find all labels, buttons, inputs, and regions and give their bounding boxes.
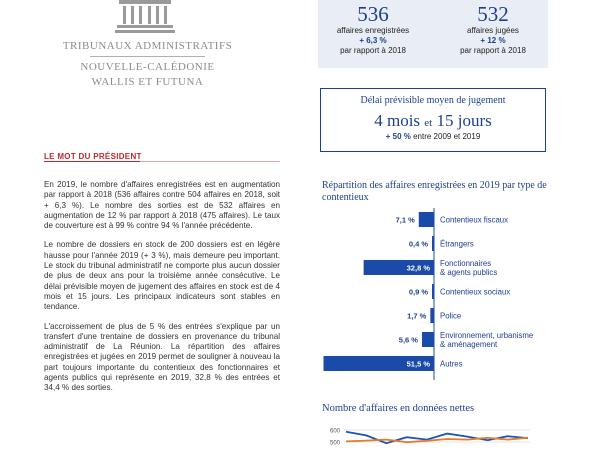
- kpi-judged: [438, 2, 548, 56]
- kpi-reference: par rapport à 2018: [460, 46, 526, 55]
- delay-change: [321, 132, 545, 141]
- bar-value-label: 1,7 %: [407, 311, 427, 321]
- kpi-label: affaires jugées: [467, 26, 519, 35]
- kpi-label: affaires enregistrées: [336, 26, 410, 35]
- line-chart: [318, 420, 548, 450]
- bar: [419, 212, 434, 227]
- series-line: [346, 432, 528, 443]
- delay-days-number: 15: [436, 111, 454, 130]
- bar: [422, 332, 434, 347]
- line-chart-title: Nombre d'affaires en données nettes: [322, 403, 475, 414]
- category-label: Fonctionnaires: [440, 259, 492, 268]
- bar-chart: [318, 208, 558, 383]
- delay-title: Délai prévisible moyen de jugement: [360, 95, 506, 106]
- category-label: Contentieux sociaux: [440, 287, 511, 297]
- delay-change-value: + 50 %: [385, 132, 411, 141]
- bar: [432, 284, 434, 299]
- bar-value-label: 51,5 %: [406, 359, 430, 369]
- section-rule-light: [140, 161, 280, 162]
- logo-divider: [90, 56, 205, 57]
- kpi-value: 532: [477, 2, 509, 26]
- category-label: Environnement, urbanisme: [440, 331, 534, 340]
- category-label: & agents publics: [440, 268, 498, 277]
- kpi-change: + 12 %: [480, 36, 506, 45]
- logo: [60, 0, 235, 130]
- kpi-value: 536: [357, 2, 389, 26]
- logo-line-2: NOUVELLE-CALÉDONIE: [80, 61, 215, 73]
- paragraph: L'accroissement de plus de 5 % des entrées s'explique par un transfert d'une trentaine de dossiers en provenance du tribunal administratif de La Réunion. La répartition des affaires enregistrées et jugées en 2019 permet de souligner à nouveau la part toujours importante du contentieux des fonctionnaires et agents publics qui représente en 2019, 32,8 % des entrées et 34,4 % des sorties.: [44, 321, 280, 393]
- kpi-reference: par rapport à 2018: [340, 46, 406, 55]
- section-title: LE MOT DU PRÉSIDENT: [44, 152, 142, 161]
- bar-value-label: 7,1 %: [395, 215, 415, 225]
- bar-value-label: 0,9 %: [408, 287, 428, 297]
- logo-line-3: WALLIS ET FUTUNA: [91, 76, 204, 88]
- category-label: Étrangers: [440, 239, 474, 249]
- paragraph: En 2019, le nombre d'affaires enregistrées est en augmentation par rapport à 2018 (536 affaires contre 504 affaires en 2018, soit + 6,3 %). Le nombre des sorties est de 532 affaires en augmentation de 12 % par rapport à 2018 (475 affaires). Le taux de couverture est à 99 % contre 94 % l'année précédente.: [44, 180, 280, 231]
- delay-value: [321, 111, 545, 131]
- y-tick-label: 500: [329, 440, 340, 447]
- building-icon: [115, 0, 175, 34]
- delay-days-unit: jours: [457, 111, 492, 130]
- bar-value-label: 32,8 %: [406, 263, 430, 273]
- paragraph: Le nombre de dossiers en stock de 200 dossiers est en légère hausse pour l'année 2019 (+ 3 %), mais demeure peu important. Le stock du tribunal administratif ne comporte plus aucun dossier de plus de deux ans pour la troisième année consécutive. Le délai prévisible moyen de jugement des affaires en stock est de 4 mois et 15 jours. Les principaux indicateurs sont stables en tendance.: [44, 240, 280, 312]
- category-label: Autres: [440, 359, 463, 369]
- bar-value-label: 5,6 %: [398, 335, 418, 345]
- kpi-change: + 6,3 %: [359, 36, 387, 45]
- section-rule: [44, 161, 140, 162]
- delay-panel: [320, 88, 546, 152]
- category-label: Police: [440, 311, 462, 321]
- category-label: & aménagement: [440, 340, 498, 349]
- bar-value-label: 0,4 %: [408, 239, 428, 249]
- kpi-panel: [318, 0, 548, 68]
- bar: [432, 236, 434, 251]
- kpi-registered: [318, 2, 428, 56]
- delay-conjunction: et: [424, 117, 433, 129]
- delay-months-unit: mois: [386, 111, 421, 130]
- bar: [430, 308, 434, 323]
- delay-change-reference: entre 2009 et 2019: [413, 132, 481, 141]
- president-text: [44, 180, 280, 403]
- logo-line-1: TRIBUNAUX ADMINISTRATIFS: [62, 40, 233, 52]
- y-tick-label: 600: [329, 428, 340, 435]
- category-label: Contentieux fiscaux: [440, 215, 509, 225]
- bar-chart-title: Répartition des affaires enregistrées en 2019 par type de contentieux: [322, 180, 547, 203]
- delay-months-number: 4: [374, 111, 383, 130]
